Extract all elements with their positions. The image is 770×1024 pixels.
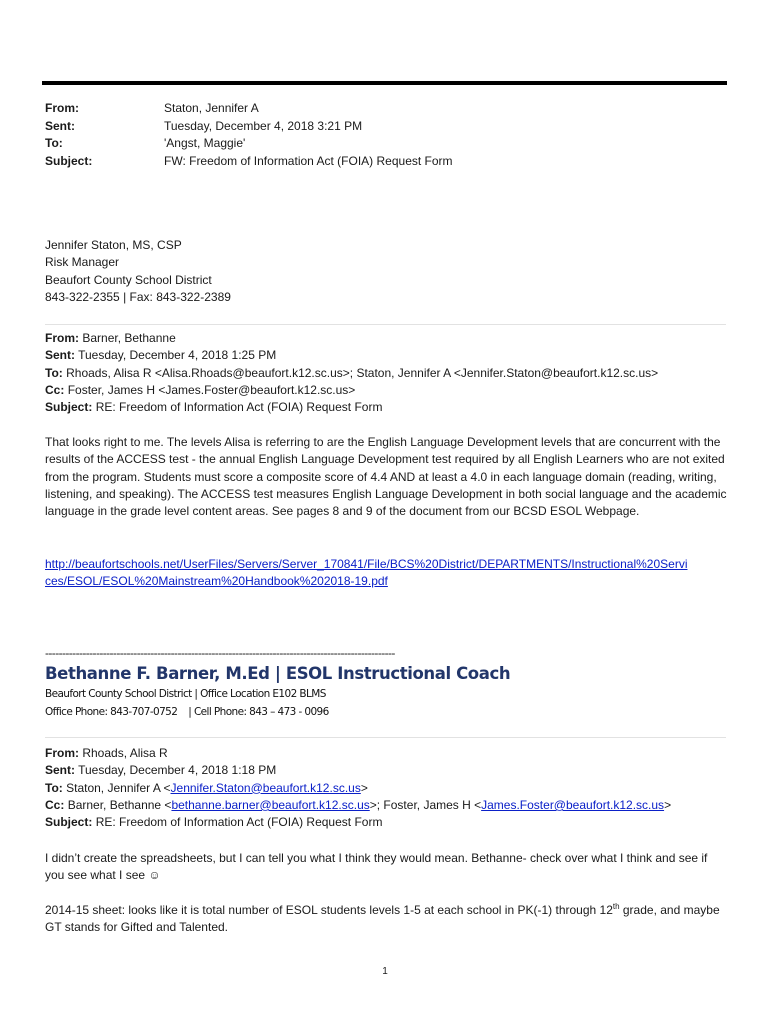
subject-value: RE: Freedom of Information Act (FOIA) Request Form bbox=[95, 400, 383, 415]
email-link[interactable]: bethanne.barner@beaufort.k12.sc.us bbox=[171, 797, 370, 812]
cc-label: Cc: bbox=[45, 797, 65, 812]
to-label: To: bbox=[45, 136, 63, 150]
subject-value: RE: Freedom of Information Act (FOIA) Request Form bbox=[95, 815, 383, 830]
email-header bbox=[45, 100, 453, 170]
to-label: To: bbox=[45, 780, 63, 795]
sent-value: Tuesday, December 4, 2018 1:25 PM bbox=[78, 348, 277, 363]
message-3-body-1: I didn’t create the spreadsheets, but I can tell you what I think they would mean. Bethanne- check over what I think and see if you see what I see ☺ bbox=[45, 851, 708, 883]
email-link[interactable]: Jennifer.Staton@beaufort.k12.sc.us bbox=[170, 780, 361, 795]
sent-label: Sent: bbox=[45, 118, 75, 133]
signature-barner-name: Bethanne F. Barner, M.Ed | ESOL Instructional Coach bbox=[45, 664, 511, 683]
body-text: 2014-15 sheet: looks like it is total number of ESOL students levels 1-5 at each school in PK(-1) through 12 bbox=[45, 903, 613, 917]
subject-label: Subject: bbox=[45, 153, 93, 168]
from-value: Barner, Bethanne bbox=[82, 331, 176, 345]
signature-staton bbox=[45, 237, 231, 306]
from-label: From: bbox=[45, 101, 79, 115]
to-value: Rhoads, Alisa R <Alisa.Rhoads@beaufort.k12.sc.us>; Staton, Jennifer A <Jennifer.Staton@beaufort.k12.sc.us> bbox=[66, 365, 659, 380]
from-value: Staton, Jennifer A bbox=[164, 101, 259, 115]
sent-value: Tuesday, December 4, 2018 3:21 PM bbox=[164, 118, 363, 133]
link-line[interactable]: ces/ESOL/ESOL%20Mainstream%20Handbook%202018-19.pdf bbox=[45, 574, 388, 589]
cc-value: Foster, James H <James.Foster@beaufort.k12.sc.us> bbox=[67, 382, 356, 397]
cc-label: Cc: bbox=[45, 382, 65, 397]
handbook-link[interactable] bbox=[45, 556, 728, 591]
body-text: grade, and maybe GT stands for Gifted and Talented. bbox=[45, 903, 720, 935]
header-rule bbox=[42, 81, 727, 85]
message-3-header bbox=[45, 745, 728, 831]
divider bbox=[45, 324, 726, 325]
from-label: From: bbox=[45, 746, 79, 760]
subject-value: FW: Freedom of Information Act (FOIA) Request Form bbox=[164, 153, 453, 168]
signature-phone: 843-322-2355 | Fax: 843-322-2389 bbox=[45, 289, 231, 304]
sent-value: Tuesday, December 4, 2018 1:18 PM bbox=[78, 763, 277, 778]
email-link[interactable]: James.Foster@beaufort.k12.sc.us bbox=[481, 797, 665, 812]
signature-name: Jennifer Staton, MS, CSP bbox=[45, 238, 182, 252]
to-prefix: Staton, Jennifer A < bbox=[66, 780, 171, 795]
page-number: 1 bbox=[382, 966, 388, 977]
signature-title: Risk Manager bbox=[45, 255, 120, 270]
message-2-body: That looks right to me. The levels Alisa is referring to are the English Language Development levels that are concurrent with the results of the ACCESS test - the annual English Language Development test required by all English Learners who are not exited from the program. Students must score a composite score of 4.4 AND at least a 4.0 in each language domain (reading, writing, listening, and speaking). The ACCESS test measures English Language Development in both social language and the academic language in the grade level content areas. See pages 8 and 9 of the document from our BCSD ESOL Webpage. bbox=[45, 435, 727, 519]
divider bbox=[45, 737, 726, 738]
sent-label: Sent: bbox=[45, 763, 75, 778]
message-2-header bbox=[45, 330, 728, 416]
from-label: From: bbox=[45, 331, 79, 345]
from-value: Rhoads, Alisa R bbox=[82, 746, 168, 760]
signature-separator: ------------------------------------------------------------------------------------------------------- bbox=[45, 646, 395, 660]
to-label: To: bbox=[45, 365, 63, 380]
signature-barner-phone: Office Phone: 843-707-0752 | Cell Phone: 843 – 473 - 0096 bbox=[45, 706, 329, 718]
subject-label: Subject: bbox=[45, 815, 93, 830]
message-3-body-2 bbox=[45, 902, 728, 937]
cc-prefix: Barner, Bethanne < bbox=[67, 797, 172, 812]
cc-suffix: > bbox=[664, 797, 672, 812]
sent-label: Sent: bbox=[45, 348, 75, 363]
signature-barner-org: Beaufort County School District | Office Location E102 BLMS bbox=[45, 688, 326, 700]
superscript: th bbox=[612, 902, 620, 911]
to-suffix: > bbox=[360, 780, 368, 795]
subject-label: Subject: bbox=[45, 400, 93, 415]
cc-mid: >; Foster, James H < bbox=[369, 797, 482, 812]
link-line[interactable]: http://beaufortschools.net/UserFiles/Servers/Server_170841/File/BCS%20District/DEPARTMENTS/Instructional%20Servi bbox=[45, 557, 688, 571]
to-value: 'Angst, Maggie' bbox=[164, 136, 246, 150]
signature-org: Beaufort County School District bbox=[45, 272, 212, 287]
